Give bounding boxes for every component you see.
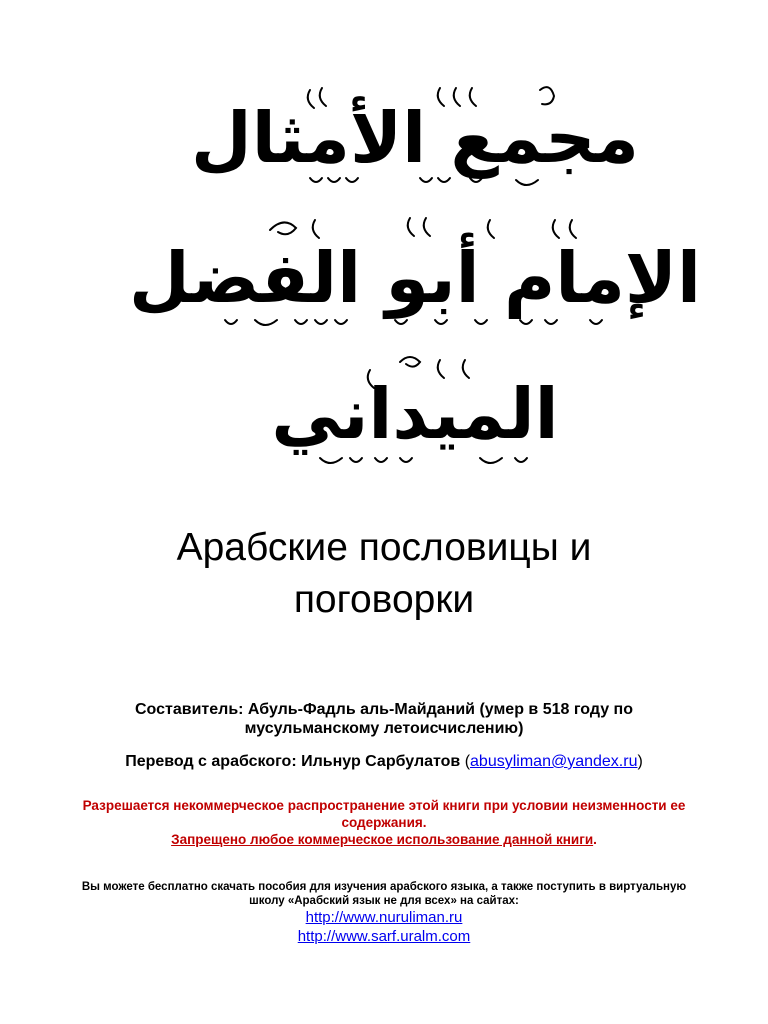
email-close-paren: ) [637,753,643,770]
license-restriction-text: Запрещено любое коммерческое использование данной книги [171,832,594,847]
arabic-calligraphy-title [128,70,702,480]
translator-email-link[interactable]: abusyliman@yandex.ru [470,753,638,770]
compiler-credit: Составитель: Абуль-Фадль аль-Майданий (умер в 518 году по мусульманскому летоисчислению) [135,701,633,737]
email-open-paren: ( [460,753,471,770]
license-restriction [80,831,688,848]
site-link-sarf[interactable]: http://www.sarf.uralm.com [297,928,471,945]
calligraphy-line-2: الإمام أبو الفضل [128,237,702,319]
site-links [0,908,768,946]
calligraphy-line-1: مجمع الأمثال [191,97,639,179]
license-restriction-end: . [593,832,597,847]
translator-label: Перевод с арабского: Ильнур Сарбулатов [125,753,461,770]
site-link-nuruliman[interactable]: http://www.nuruliman.ru [305,909,463,926]
download-info: Вы можете бесплатно скачать пособия для изучения арабского языка, а также поступить в виртуальную школу «Арабский язык не для всех» на сайтах: [81,881,687,907]
license-notice [80,797,688,848]
license-permission: Разрешается некоммерческое распространение этой книги при условии неизменности ее содержания. [82,798,686,830]
translator-credit [60,752,708,772]
title-line-1: Арабские пословицы и [176,526,592,569]
book-title [40,522,728,626]
calligraphy-line-3: الميداني [271,373,559,455]
title-line-2: поговорки [293,578,475,621]
